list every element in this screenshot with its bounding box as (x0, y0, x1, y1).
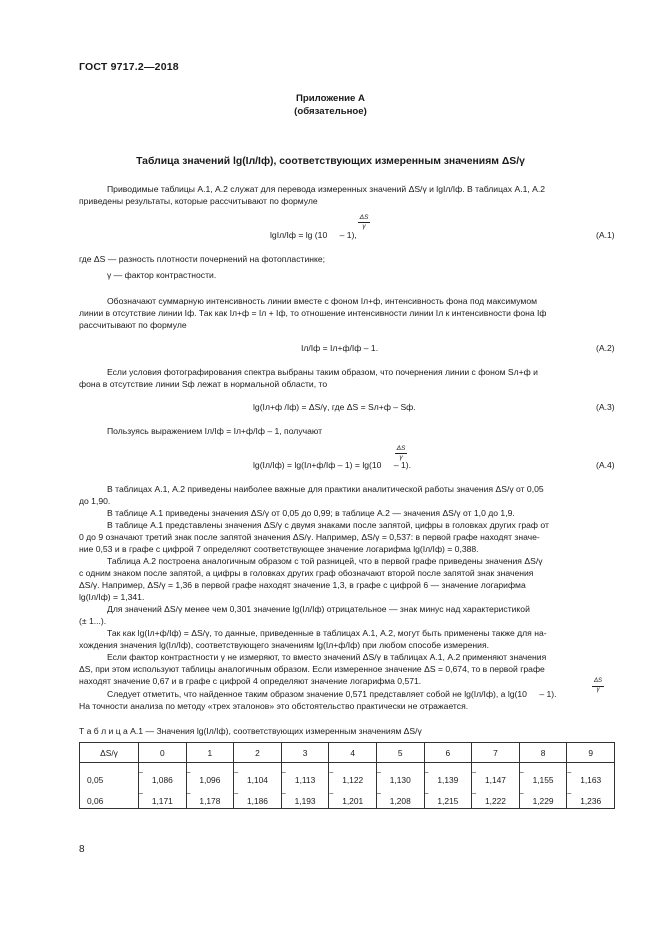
table-cell: – 1,147 (472, 774, 519, 787)
table-cell: – 1,104 (234, 774, 281, 787)
paragraph-4: Пользуясь выражением Iл/Iф = Iл+ф/Iф – 1, получают (107, 426, 323, 436)
table-cell: – 1,086 (139, 774, 186, 787)
table-column-3 (281, 763, 329, 809)
formula-a4-exp-den: γ (399, 454, 403, 461)
paragraph-12a (107, 689, 557, 700)
page-number: 8 (79, 844, 85, 855)
formula-a4-number: (А.4) (596, 460, 615, 470)
paragraph-7a: В таблице А.1 представлены значения ΔS/γ с двумя знаками после запятой, цифры в головках других граф от (107, 520, 549, 530)
standard-header: ГОСТ 9717.2—2018 (79, 61, 179, 73)
table-column-1 (186, 763, 234, 809)
formula-a2-number: (А.2) (596, 343, 615, 353)
paragraph-12a-tail: – 1). (536, 689, 557, 699)
paragraph-12b: На точности анализа по методу «трех эталонов» это обстоятельство практически не отражается. (79, 701, 469, 711)
table-cell: – 1,201 (329, 795, 376, 808)
formula-a4-exp-num: ΔS (396, 445, 406, 452)
table-cell: – 1,215 (425, 795, 472, 808)
table-column-2 (234, 763, 282, 809)
column-header: 1 (186, 743, 234, 763)
formula-a3: lg(Iл+ф /Iф) = ΔS/γ, где ΔS = Sл+ф – Sф. (253, 402, 416, 412)
section-title: Таблица значений lg(Iл/Iф), соответствующих измеренным значениям ΔS/γ (136, 156, 525, 167)
paragraph-11a: Если фактор контрастности γ не измеряют, то вместо значений ΔS/γ в таблицах А.1, А.2 применяют значения (107, 652, 547, 662)
paragraph-10a: Так как lg(Iл+ф/Iф) = ΔS/γ, то данные, приведенные в таблицах А.1, А.2, могут быть применены также для на- (107, 628, 547, 638)
paragraph-7b: 0 до 9 означают третий знак после запятой значения ΔS/γ. Например, ΔS/γ = 0,537: в первой графе находят значе- (79, 532, 540, 542)
formula-a4-right: – 1). (391, 460, 412, 470)
column-header: 5 (376, 743, 424, 763)
table-cell: – 1,139 (425, 774, 472, 787)
table-cell: – 1,163 (567, 774, 614, 787)
formula-a1-number: (А.1) (596, 230, 615, 240)
formula-a4-exponent (395, 445, 407, 461)
column-header: 0 (139, 743, 187, 763)
table-column-6 (424, 763, 472, 809)
paragraph-12-exponent (592, 678, 604, 694)
table-cell: – 1,236 (567, 795, 614, 808)
row-label: 0,05 (87, 775, 104, 785)
table-cell: – 1,155 (520, 774, 567, 787)
table-header-row (80, 743, 615, 763)
paragraph-12-exp-num: ΔS (593, 678, 603, 684)
definition-gamma: γ — фактор контрастности. (107, 270, 217, 280)
formula-a1-left: lgIл/Iф = lg (10 (270, 230, 328, 240)
formula-a4 (253, 460, 411, 470)
table-column-8 (519, 763, 567, 809)
column-header: 6 (424, 743, 472, 763)
paragraph-1b: приведены результаты, которые рассчитывают по формуле (79, 196, 318, 206)
paragraph-3b: фона в отсутствие линии Sф лежат в нормальной области, то (79, 379, 328, 389)
column-header: 3 (281, 743, 329, 763)
formula-a3-number: (А.3) (596, 402, 615, 412)
table-cell: – 1,113 (282, 774, 329, 787)
appendix-title: Приложение А (296, 93, 365, 104)
formula-a1-exponent (358, 214, 370, 230)
table-caption: Т а б л и ц а А.1 — Значения lg(Iл/Iф), соответствующих измеренным значениям ΔS/γ (79, 726, 422, 736)
table-column-0 (139, 763, 187, 809)
paragraph-8b: с одним знаком после запятой, а цифры в головках других граф обозначают второй после запятой знак значения (79, 568, 534, 578)
table-cell: – 1,208 (377, 795, 424, 808)
appendix-subtitle: (обязательное) (294, 106, 367, 117)
column-header: 7 (472, 743, 520, 763)
column-header: 4 (329, 743, 377, 763)
table-row-labels (80, 763, 139, 809)
paragraph-11c: находят значение 0,67 и в графе с цифрой 4 определяют значение логарифма 0,571. (79, 676, 422, 686)
column-header: 9 (567, 743, 615, 763)
formula-a2: Iл/Iф = Iл+ф/Iф – 1. (301, 343, 379, 353)
formula-a4-left: lg(Iл/Iф) = lg(Iл+ф/Iф – 1) = lg(10 (253, 460, 382, 470)
formula-a1-right: – 1), (337, 230, 357, 240)
paragraph-10b: хождения значения lg(Iл/Iф), соответствующего значениям lg(Iл+ф/Iф) при любом способе измерения. (79, 640, 490, 650)
paragraph-11b: ΔS, при этом используют таблицы аналогичным образом. Если измеренное значение ΔS = 0,674, то в первой графе (79, 664, 545, 674)
paragraph-12-exp-den: γ (596, 687, 600, 693)
paragraph-7c: ние 0,53 и в графе с цифрой 7 определяют соответствующее значение логарифма lg(Iл/Iф) = 0,388. (79, 544, 479, 554)
table-body-row (80, 763, 615, 809)
table-cell: – 1,193 (282, 795, 329, 808)
paragraph-2a: Обозначают суммарную интенсивность линии вместе с фоном Iл+ф, интенсивность фона под максимумом (107, 296, 538, 306)
formula-a1-exp-num: ΔS (359, 214, 369, 221)
table-column-9 (567, 763, 615, 809)
formula-a1 (270, 230, 357, 240)
paragraph-2c: рассчитывают по формуле (79, 320, 187, 330)
table-cell: – 1,171 (139, 795, 186, 808)
paragraph-3a: Если условия фотографирования спектра выбраны таким образом, что почернения линии с фоном Sл+ф и (107, 367, 538, 377)
paragraph-5a: В таблицах А.1, А.2 приведены наиболее важные для практики аналитической работы значения ΔS/γ от 0,05 (107, 484, 544, 494)
table-cell: – 1,222 (472, 795, 519, 808)
paragraph-8d: lg(Iл/Iф) = 1,341. (79, 592, 145, 602)
table-column-4 (329, 763, 377, 809)
paragraph-8a: Таблица А.2 построена аналогичным образом с той разницей, что в первой графе приведены значения ΔS/γ (107, 556, 543, 566)
paragraph-8c: ΔS/γ. Например, ΔS/γ = 1,36 в первой графе находят значение 1,3, в графе с цифрой 6 — значение логарифма (79, 580, 526, 590)
table-a1 (79, 742, 615, 809)
column-header: 8 (519, 743, 567, 763)
paragraph-5b: до 1,90. (79, 496, 111, 506)
table-cell: – 1,186 (234, 795, 281, 808)
table-column-7 (472, 763, 520, 809)
definition-delta-s: где ΔS — разность плотности почернений на фотопластинке; (79, 254, 326, 264)
paragraph-9a: Для значений ΔS/γ менее чем 0,301 значение lg(Iл/Iф) отрицательное — знак минус над характеристикой (107, 604, 530, 614)
table-cell: – 1,096 (187, 774, 234, 787)
row-label: 0,06 (87, 796, 104, 806)
table-cell: – 1,122 (329, 774, 376, 787)
formula-a1-exp-den: γ (362, 223, 366, 230)
column-header: 2 (234, 743, 282, 763)
column-header: ΔS/γ (80, 743, 139, 763)
paragraph-1a: Приводимые таблицы А.1, А.2 служат для перевода измеренных значений ΔS/γ и lgIл/Iф. В таблицах А.1, А.2 (107, 184, 546, 194)
paragraph-2b: линии в отсутствие линии Iф. Так как Iл+ф = Iл + Iф, то отношение интенсивности линии Iл к интенсивности фона Iф (79, 308, 547, 318)
table-column-5 (376, 763, 424, 809)
paragraph-12a-text: Следует отметить, что найденное таким образом значение 0,571 представляет собой не lg(Iл/Iф), а lg(10 (107, 689, 527, 699)
table-cell: – 1,178 (187, 795, 234, 808)
paragraph-6: В таблице А.1 приведены значения ΔS/γ от 0,05 до 0,99; в таблице А.2 — значения ΔS/γ от 1,0 до 1,9. (107, 508, 515, 518)
table-cell: – 1,229 (520, 795, 567, 808)
paragraph-9b: (± 1...). (79, 616, 107, 626)
table-cell: – 1,130 (377, 774, 424, 787)
